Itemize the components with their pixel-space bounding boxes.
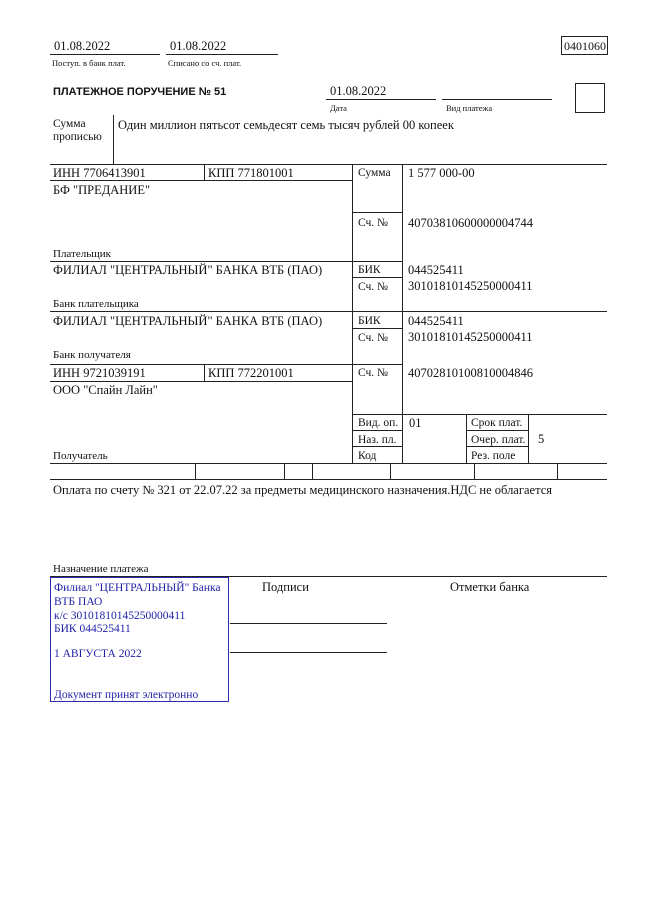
signature-line-1 <box>230 623 387 624</box>
payer-account-label: Сч. № <box>358 217 389 229</box>
ocher-label: Очер. плат. <box>471 434 526 446</box>
vid-op-value: 01 <box>409 416 422 430</box>
ocher-value: 5 <box>538 432 545 446</box>
naz-underline <box>352 446 402 447</box>
payee-bank-bik-label: БИК <box>358 315 381 327</box>
payer-bank-label: Банк плательщика <box>53 298 139 310</box>
main-vertical-divider-1 <box>352 164 353 463</box>
payee-inn-underline <box>50 381 352 382</box>
row-line-261 <box>50 261 402 262</box>
codes-divider-2 <box>528 414 529 463</box>
row-line-463 <box>50 463 607 464</box>
payee-name: ООО "Спайн Лайн" <box>53 383 158 397</box>
status-box <box>575 83 605 113</box>
tax-cell-divider-4 <box>390 463 391 479</box>
amount-words-label-2: прописью <box>53 131 102 143</box>
payer-bank-name: ФИЛИАЛ "ЦЕНТРАЛЬНЫЙ" БАНКА ВТБ (ПАО) <box>53 263 323 277</box>
amount-words-label-1: Сумма <box>53 118 86 130</box>
vid-op-label: Вид. оп. <box>358 417 399 429</box>
ocher-underline <box>466 446 528 447</box>
stamp-line-3: к/с 30101810145250000411 <box>54 610 186 622</box>
payer-inn: ИНН 7706413901 <box>53 166 146 180</box>
payee-bank-account-value: 30101810145250000411 <box>408 330 533 344</box>
payer-inn-underline <box>50 180 352 181</box>
payee-bank-bik-underline <box>352 328 402 329</box>
signature-line-2 <box>230 652 387 653</box>
stamp-date: 1 АВГУСТА 2022 <box>54 648 142 660</box>
codes-divider-1 <box>466 414 467 463</box>
row-line-164 <box>50 164 607 165</box>
date-debited-label: Списано со сч. плат. <box>168 58 242 68</box>
naz-label: Наз. пл. <box>358 434 397 446</box>
vid-op-underline <box>352 430 402 431</box>
purpose-label: Назначение платежа <box>53 563 149 575</box>
payer-bank-bik-value: 044525411 <box>408 263 464 277</box>
tax-cell-divider-1 <box>195 463 196 479</box>
payer-account-value: 40703810600000004744 <box>408 216 533 230</box>
date-received: 01.08.2022 <box>54 39 111 53</box>
kod-label: Код <box>358 450 377 462</box>
payment-type-line <box>442 99 552 100</box>
srok-underline <box>466 430 528 431</box>
tax-cell-divider-6 <box>557 463 558 479</box>
stamp-line-1: Филиал "ЦЕНТРАЛЬНЫЙ" Банка <box>54 582 221 594</box>
amount-words-divider <box>113 115 114 164</box>
row-line-414 <box>352 414 607 415</box>
row-line-479 <box>50 479 607 480</box>
payer-sum-value: 1 577 000-00 <box>408 166 475 180</box>
payer-bank-account-value: 30101810145250000411 <box>408 279 533 293</box>
order-date: 01.08.2022 <box>330 84 387 98</box>
bank-marks-label: Отметки банка <box>450 580 530 594</box>
tax-cell-divider-2 <box>284 463 285 479</box>
payer-bank-bik-underline <box>352 277 402 278</box>
payer-kpp: КПП 771801001 <box>208 166 294 180</box>
form-code: 0401060 <box>564 39 606 53</box>
order-title: ПЛАТЕЖНОЕ ПОРУЧЕНИЕ № 51 <box>53 86 227 98</box>
date-debited: 01.08.2022 <box>170 39 227 53</box>
payer-bank-bik-label: БИК <box>358 264 381 276</box>
payee-inn: ИНН 9721039191 <box>53 366 146 380</box>
amount-words-value: Один миллион пятьсот семьдесят семь тысяч рублей 00 копеек <box>118 118 454 132</box>
tax-cell-divider-3 <box>312 463 313 479</box>
srok-label: Срок плат. <box>471 417 523 429</box>
payee-kpp: КПП 772201001 <box>208 366 294 380</box>
payer-sum-label: Сумма <box>358 167 391 179</box>
payee-account-label: Сч. № <box>358 367 389 379</box>
payee-bank-name: ФИЛИАЛ "ЦЕНТРАЛЬНЫЙ" БАНКА ВТБ (ПАО) <box>53 314 323 328</box>
payee-bank-bik-value: 044525411 <box>408 314 464 328</box>
payment-type-label: Вид платежа <box>446 103 493 113</box>
date-debited-line <box>166 54 278 55</box>
stamp-line-2: ВТБ ПАО <box>54 596 103 608</box>
payer-inn-kpp-divider <box>204 164 205 180</box>
date-received-line <box>50 54 160 55</box>
payee-inn-kpp-divider <box>204 365 205 381</box>
order-date-label: Дата <box>330 103 347 113</box>
stamp-note: Документ принят электронно <box>54 689 199 701</box>
signatures-label: Подписи <box>262 580 309 594</box>
row-line-364 <box>50 364 402 365</box>
bank-stamp <box>50 577 229 702</box>
payee-bank-account-label: Сч. № <box>358 332 389 344</box>
stamp-line-4: БИК 044525411 <box>54 623 131 635</box>
payer-sum-underline <box>352 212 402 213</box>
main-vertical-divider-2 <box>402 164 403 463</box>
payer-label: Плательщик <box>53 248 111 260</box>
tax-cell-divider-5 <box>474 463 475 479</box>
payee-bank-label: Банк получателя <box>53 349 131 361</box>
purpose-text: Оплата по счету № 321 от 22.07.22 за предметы медицинского назначения.НДС не облагается <box>53 483 552 497</box>
payer-name: БФ "ПРЕДАНИЕ" <box>53 183 151 197</box>
date-received-label: Поступ. в банк плат. <box>52 58 126 68</box>
row-line-311 <box>50 311 607 312</box>
order-date-line <box>326 99 436 100</box>
payee-account-value: 40702810100810004846 <box>408 366 533 380</box>
payee-label: Получатель <box>53 450 108 462</box>
payer-bank-account-label: Сч. № <box>358 281 389 293</box>
rez-label: Рез. поле <box>471 450 516 462</box>
